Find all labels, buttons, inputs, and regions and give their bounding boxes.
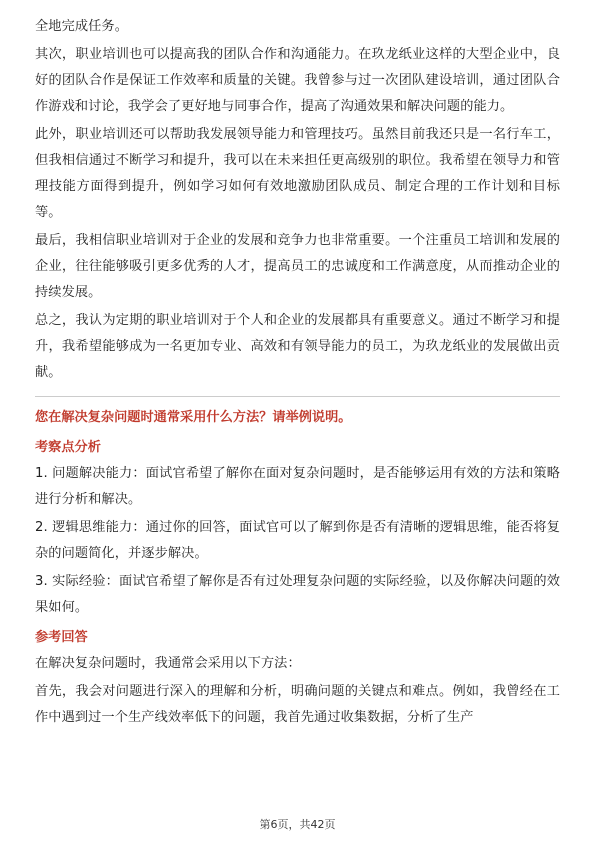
interview-question: 您在解决复杂问题时通常采用什么方法？请举例说明。 [35,410,352,425]
analysis-point-2: 2. 逻辑思维能力：通过你的回答，面试官可以了解到你是否有清晰的逻辑思维，能否将复杂的问题简化，并逐步解决。 [35,520,560,561]
answer-heading: 参考回答 [35,630,88,645]
intro-paragraph-2: 其次，职业培训也可以提高我的团队合作和沟通能力。在玖龙纸业这样的大型企业中，良好的团队合作是保证工作效率和质量的关键。我曾参与过一次团队建设培训，通过团队合作游戏和讨论，我学会了更好地与同事合作，提高了沟通效果和解决问题的能力。 [35,47,560,114]
answer-paragraph-1: 在解决复杂问题时，我通常会采用以下方法： [35,656,301,671]
section-divider [35,396,560,397]
page-footer: 第6页，共42页 [259,818,336,831]
analysis-point-3: 3. 实际经验：面试官希望了解你是否有过处理复杂问题的实际经验，以及你解决问题的效果如何。 [35,574,560,615]
document-page [35,14,560,733]
intro-paragraph-5: 总之，我认为定期的职业培训对于个人和企业的发展都具有重要意义。通过不断学习和提升，我希望能够成为一名更加专业、高效和有领导能力的员工，为玖龙纸业的发展做出贡献。 [35,313,560,380]
analysis-heading: 考察点分析 [35,440,101,455]
answer-paragraph-2: 首先，我会对问题进行深入的理解和分析，明确问题的关键点和难点。例如，我曾经在工作中遇到过一个生产线效率低下的问题，我首先通过收集数据，分析了生产 [35,684,560,725]
analysis-point-1: 1. 问题解决能力：面试官希望了解你在面对复杂问题时，是否能够运用有效的方法和策略进行分析和解决。 [35,466,560,507]
intro-paragraph-4: 最后，我相信职业培训对于企业的发展和竞争力也非常重要。一个注重员工培训和发展的企业，往往能够吸引更多优秀的人才，提高员工的忠诚度和工作满意度，从而推动企业的持续发展。 [35,233,560,300]
intro-paragraph-3: 此外，职业培训还可以帮助我发展领导能力和管理技巧。虽然目前我还只是一名行车工，但我相信通过不断学习和提升，我可以在未来担任更高级别的职位。我希望在领导力和管理技能方面得到提升，例如学习如何有效地激励团队成员、制定合理的工作计划和目标等。 [35,127,560,220]
intro-paragraph-1: 全地完成任务。 [35,19,129,34]
